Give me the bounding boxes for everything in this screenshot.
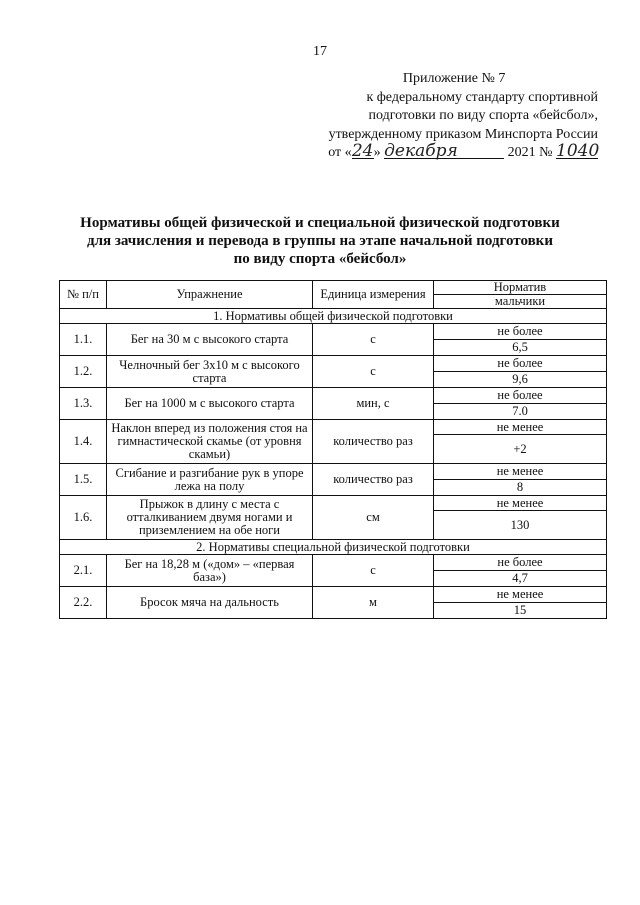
header-boys: мальчики: [434, 295, 607, 309]
row-number: 1.5.: [60, 464, 107, 496]
row-condition: не менее: [434, 420, 607, 435]
row-unit: м: [313, 587, 434, 619]
row-value: 4,7: [434, 571, 607, 587]
header-unit: Единица измерения: [313, 281, 434, 309]
table-row: [60, 555, 607, 571]
appendix-line-sport: подготовки по виду спорта «бейсбол»,: [368, 108, 598, 123]
row-unit: количество раз: [313, 420, 434, 464]
order-number: 1040: [556, 141, 600, 161]
title-line-2: для зачисления и перевода в группы на этапе начальной подготовки: [87, 233, 553, 249]
header-exercise: Упражнение: [107, 281, 313, 309]
row-value: 7.0: [434, 404, 607, 420]
row-condition: не менее: [434, 464, 607, 480]
date-month: декабря: [384, 144, 504, 159]
section-title: 2. Нормативы специальной физической подготовки: [60, 540, 607, 555]
appendix-title: Приложение № 7: [402, 71, 506, 86]
row-unit: количество раз: [313, 464, 434, 496]
row-number: 2.1.: [60, 555, 107, 587]
section-title: 1. Нормативы общей физической подготовки: [60, 309, 607, 324]
row-unit: с: [313, 555, 434, 587]
table-row: [60, 420, 607, 435]
table-row: [60, 356, 607, 372]
norms-body: [60, 309, 607, 619]
row-condition: не более: [434, 555, 607, 571]
row-condition: не менее: [434, 496, 607, 511]
row-value: 15: [434, 603, 607, 619]
row-exercise: Бег на 1000 м с высокого старта: [107, 388, 313, 420]
appendix-line-order: утвержденному приказом Минспорта России: [328, 126, 598, 142]
row-condition: не более: [434, 356, 607, 372]
row-exercise: Бег на 30 м с высокого старта: [107, 324, 313, 356]
title-line-1: Нормативы общей физической и специальной физической подготовки: [80, 215, 560, 231]
header-num: № п/п: [60, 281, 107, 309]
date-day: 24: [351, 141, 374, 161]
row-number: 1.6.: [60, 496, 107, 540]
row-exercise: Прыжок в длину с места с отталкиванием двумя ногами и приземлением на обе ноги: [107, 496, 313, 540]
norms-table: [59, 280, 607, 619]
row-exercise: Челночный бег 3х10 м с высокого старта: [107, 356, 313, 388]
row-value: 130: [434, 511, 607, 540]
table-row: [60, 464, 607, 480]
date-mid: »: [373, 145, 381, 160]
row-value: 6,5: [434, 340, 607, 356]
row-condition: не более: [434, 324, 607, 340]
row-condition: не менее: [434, 587, 607, 603]
date-year: 2021 №: [507, 145, 553, 160]
table-row: [60, 388, 607, 404]
row-value: +2: [434, 435, 607, 464]
date-prefix: от «: [328, 145, 352, 160]
page-number: 17: [313, 44, 327, 59]
row-exercise: Сгибание и разгибание рук в упоре лежа на полу: [107, 464, 313, 496]
table-row: [60, 324, 607, 340]
row-exercise: Бег на 18,28 м («дом» – «первая база»): [107, 555, 313, 587]
title-line-3: по виду спорта «бейсбол»: [233, 251, 407, 267]
row-number: 1.3.: [60, 388, 107, 420]
row-number: 1.1.: [60, 324, 107, 356]
table-row: [60, 496, 607, 511]
appendix-block: [328, 70, 598, 163]
row-value: 8: [434, 480, 607, 496]
table-row: [60, 587, 607, 603]
row-unit: мин, с: [313, 388, 434, 420]
row-number: 1.4.: [60, 420, 107, 464]
row-unit: см: [313, 496, 434, 540]
row-exercise: Бросок мяча на дальность: [107, 587, 313, 619]
row-number: 1.2.: [60, 356, 107, 388]
row-exercise: Наклон вперед из положения стоя на гимнастической скамье (от уровня скамьи): [107, 420, 313, 464]
row-unit: с: [313, 324, 434, 356]
appendix-line-standard: к федеральному стандарту спортивной: [366, 89, 598, 105]
header-norm: Норматив: [434, 281, 607, 295]
row-unit: с: [313, 356, 434, 388]
row-value: 9,6: [434, 372, 607, 388]
appendix-date-line: [328, 141, 600, 163]
row-condition: не более: [434, 388, 607, 404]
row-number: 2.2.: [60, 587, 107, 619]
document-title: [0, 214, 640, 268]
